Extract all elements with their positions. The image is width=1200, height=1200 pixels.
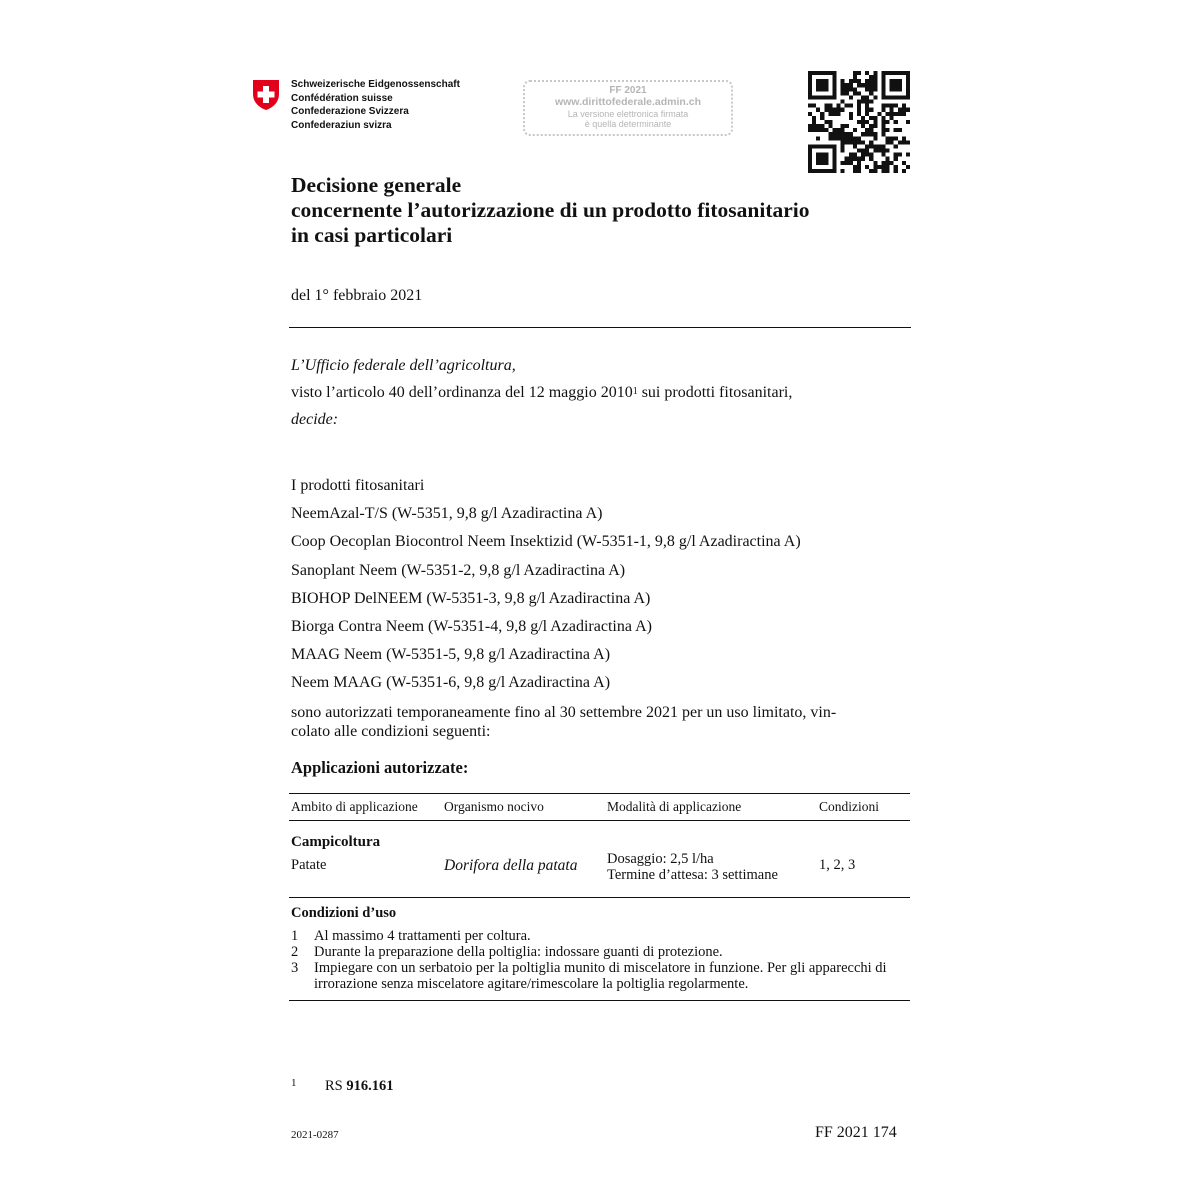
column-header-scope: Ambito di applicazione	[291, 799, 418, 814]
condition-text: Impiegare con un serbatoio per la poltiglia munito di miscelatore in funzione. Per gli apparecchi di irrorazione senza miscelatore agitare/rimescolare la poltiglia regolarmente.	[314, 960, 887, 992]
cell-method-waiting-period: Termine d’attesa: 3 settimane	[607, 867, 778, 883]
table-body-rule	[289, 897, 910, 898]
list-item	[291, 944, 911, 960]
cell-conditions: 1, 2, 3	[819, 857, 856, 873]
footnote-reference: 1	[632, 386, 638, 397]
list-item: Biorga Contra Neem (W-5351-4, 9,8 g/l Azadiractina A)	[291, 617, 652, 635]
cell-crop: Patate	[291, 857, 327, 873]
title-divider	[289, 327, 911, 328]
decides-label: decide:	[291, 411, 339, 428]
condition-number: 2	[291, 944, 299, 960]
table-header-rule	[289, 820, 910, 821]
authorization-line-2: colato alle condizioni seguenti:	[291, 723, 491, 740]
title-line-2: concernente l’autorizzazione di un prodotto fitosanitario	[291, 198, 810, 222]
swiss-cross-icon	[251, 79, 281, 111]
footnote-reference-number: 916.161	[346, 1078, 394, 1094]
electronic-version-stamp	[523, 80, 733, 136]
cell-pest: Dorifora della patata	[444, 857, 578, 874]
legal-basis	[291, 384, 792, 402]
confederation-name-rm: Confederaziun svizra	[291, 119, 392, 131]
confederation-names	[291, 78, 460, 132]
stamp-line-2: www.dirittofederale.admin.ch	[554, 96, 702, 108]
title-line-3: in casi particolari	[291, 223, 453, 247]
authorization-line-1: sono autorizzati temporaneamente fino al 30 settembre 2021 per un uso limitato, vin-	[291, 704, 837, 721]
conditions-list	[291, 928, 911, 992]
qr-code-icon	[808, 71, 910, 173]
cell-method-dosage: Dosaggio: 2,5 l/ha	[607, 851, 714, 867]
column-header-pest: Organismo nocivo	[444, 799, 544, 814]
document-number: 2021-0287	[291, 1129, 339, 1141]
applications-heading: Applicazioni autorizzate:	[291, 758, 469, 777]
confederation-name-it: Confederazione Svizzera	[291, 106, 409, 117]
condition-number: 3	[291, 960, 299, 976]
stamp-line-1: FF 2021	[609, 85, 647, 96]
document-date: del 1° febbraio 2021	[291, 287, 423, 304]
application-category: Campicoltura	[291, 834, 381, 850]
list-item: Neem MAAG (W-5351-6, 9,8 g/l Azadiractina A)	[291, 674, 611, 692]
condition-text: Durante la preparazione della poltiglia: indossare guanti di protezione.	[314, 944, 723, 960]
list-item	[291, 960, 911, 992]
document-title	[291, 173, 810, 248]
confederation-name-fr: Confédération suisse	[291, 92, 393, 104]
issuing-authority: L’Ufficio federale dell’agricoltura,	[291, 357, 516, 374]
footnote-number: 1	[291, 1077, 297, 1089]
ff-reference: FF 2021 174	[815, 1124, 897, 1141]
conditions-bottom-rule	[289, 1000, 910, 1001]
list-item: BIOHOP DelNEEM (W-5351-3, 9,8 g/l Azadiractina A)	[291, 589, 651, 607]
list-item	[291, 928, 911, 944]
conditions-heading: Condizioni d’uso	[291, 905, 397, 921]
column-header-conditions: Condizioni	[819, 799, 879, 814]
authorization-paragraph	[291, 703, 913, 741]
products-intro: I prodotti fitosanitari	[291, 477, 425, 494]
legal-basis-text-end: sui prodotti fitosanitari,	[637, 384, 793, 401]
confederation-name-de: Schweizerische Eidgenossenschaft	[291, 79, 460, 90]
cell-method	[607, 851, 778, 883]
footnote-prefix: RS	[325, 1078, 347, 1094]
title-line-1: Decisione generale	[291, 173, 462, 197]
stamp-line-3: La versione elettronica firmata	[567, 109, 689, 119]
list-item: NeemAzal-T/S (W-5351, 9,8 g/l Azadiractina A)	[291, 505, 603, 523]
condition-number: 1	[291, 928, 299, 944]
table-top-rule	[289, 793, 910, 794]
column-header-method: Modalità di applicazione	[607, 799, 742, 814]
list-item: Sanoplant Neem (W-5351-2, 9,8 g/l Azadiractina A)	[291, 561, 626, 579]
stamp-line-4: è quella determinante	[584, 119, 672, 129]
list-item: Coop Oecoplan Biocontrol Neem Insektizid (W-5351-1, 9,8 g/l Azadiractina A)	[291, 533, 801, 551]
footnote-text	[325, 1078, 394, 1095]
list-item: MAAG Neem (W-5351-5, 9,8 g/l Azadiractina A)	[291, 646, 611, 664]
legal-basis-text: visto l’articolo 40 dell’ordinanza del 12 maggio 2010	[291, 384, 633, 401]
product-list	[291, 476, 801, 702]
condition-text: Al massimo 4 trattamenti per coltura.	[314, 928, 531, 944]
